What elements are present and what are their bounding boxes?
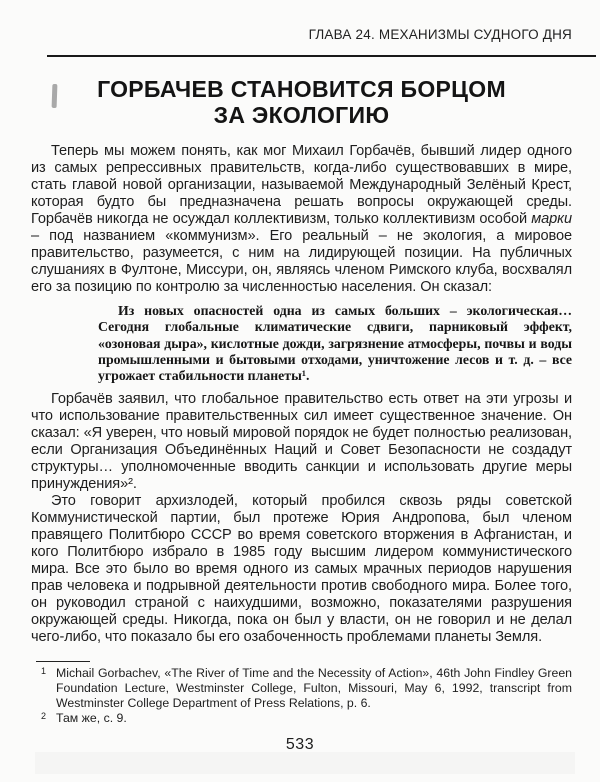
footnotes <box>31 666 572 726</box>
emphasized-word: марки <box>531 211 572 227</box>
header-rule <box>47 55 596 57</box>
footnote-marker: 2 <box>41 711 47 721</box>
paragraph-3: Это говорит архизлодей, который пробился сквозь ряды советской Коммунистической партии, был протеже Юрия Андропова, был членом правящего Политбюро СССР во время советского вторжения в Афганистан, и кого Политбюро избрало в 1985 году высшим лидером коммунистического мира. Все это было во время одного из самых мрачных периодов нарушения прав человека и подрывной деятельности против свободного мира. Более того, он руководил страной с наихудшими, возможно, показателями разрушения окружающей среды. Никогда, пока он был у власти, он не говорил и не делал чего-либо, что показало бы его озабоченность проблемами планеты Земля. <box>31 493 572 646</box>
block-quote: Из новых опасностей одна из самых больших – экологическая… Сегодня глобальные климатические сдвиги, парниковый эффект, «озоновая дыра», кислотные дожди, загрязнение атмосферы, почвы и воды промышленными и бытовыми отходами, уничтожение лесов и т. д. – все угрожает стабильности планеты¹. <box>98 303 572 384</box>
title-line-1: ГОРБАЧЕВ СТАНОВИТСЯ БОРЦОМ <box>97 76 506 102</box>
footnote-separator <box>36 661 90 662</box>
paragraph-text: Теперь мы можем понять, как мог Михаил Горбачёв, бывший лидер одного из самых репрессивных правительств, когда-либо существовавших в мире, стать главой новой организации, называемой Международный Зелёный Крест, которая будто бы предназначена решать вопросы окружающей среды. Горбачёв никогда не осуждал коллективизм, только коллективизм особой <box>31 143 572 227</box>
footnote-text: Michail Gorbachev, «The River of Time and the Necessity of Action», 46th John Findley Green Foundation Lecture, Westminster College, Fulton, Missouri, May 6, 1992, transcript from Westminster College Department of Press Relations, p. 6. <box>56 666 572 710</box>
page-number: 533 <box>285 736 315 753</box>
running-header <box>31 27 572 42</box>
body-text <box>31 143 572 659</box>
page-title <box>31 76 572 128</box>
footnote <box>31 711 572 726</box>
scan-shadow-band <box>35 752 575 774</box>
chapter-heading: ГЛАВА 24. МЕХАНИЗМЫ СУДНОГО ДНЯ <box>308 27 572 42</box>
paragraph-text: – под названием «коммунизм». Его реальный – не экология, а мировое правительство, разумеется, с ним на лидирующей позиции. На публичных слушаниях в Фултоне, Миссури, он, являясь членом Римского клуба, восхвалял его за позицию по контролю за численностью населения. Он сказал: <box>31 228 572 295</box>
footnote-marker: 1 <box>41 666 47 676</box>
footnote <box>31 666 572 711</box>
paragraph-2: Горбачёв заявил, что глобальное правительство есть ответ на эти угрозы и что использование правительственных сил имеет существенное значение. Он сказал: «Я уверен, что новый мировой порядок не будет полностью реализован, если Организация Объединённых Наций и Совет Безопасности не создадут структуры… уполномоченные вводить санкции и использовать другие меры принуждения»². <box>31 391 572 493</box>
paragraph-1 <box>31 143 572 296</box>
title-line-2: ЗА ЭКОЛОГИЮ <box>213 102 390 128</box>
footnote-text: Там же, с. 9. <box>56 711 127 725</box>
